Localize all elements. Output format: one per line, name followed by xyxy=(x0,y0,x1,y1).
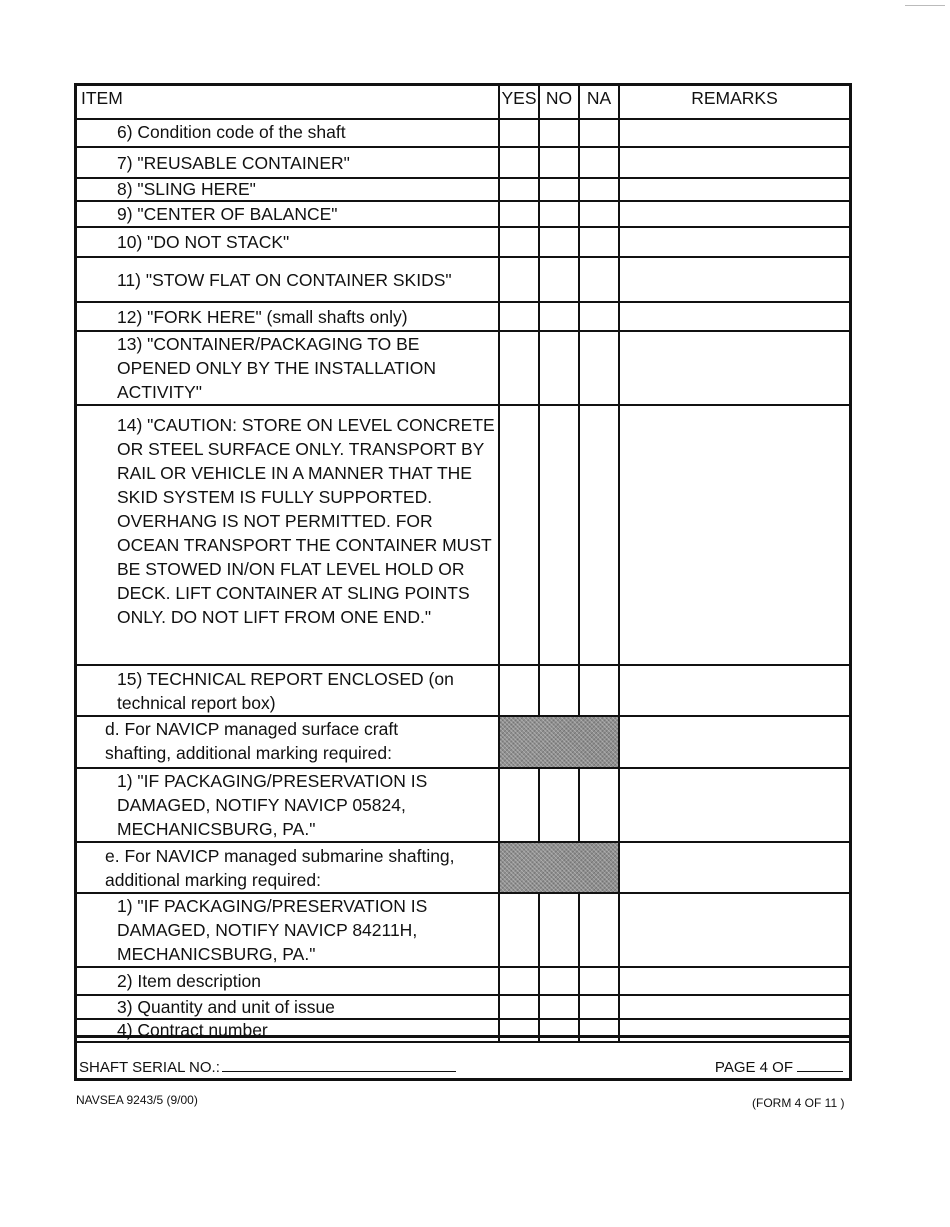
table-row xyxy=(77,331,849,405)
section-text: d. For NAVICP managed surface craft shafting, additional marking required: xyxy=(105,719,399,763)
corner-rule xyxy=(905,5,945,6)
yes-cell[interactable] xyxy=(499,995,539,1019)
item-text: 8) "SLING HERE" xyxy=(117,179,256,199)
checklist-table xyxy=(77,86,849,1043)
no-cell[interactable] xyxy=(539,201,579,227)
table-row xyxy=(77,257,849,302)
na-cell[interactable] xyxy=(579,178,619,201)
no-cell[interactable] xyxy=(539,405,579,665)
no-cell[interactable] xyxy=(539,331,579,405)
section-row xyxy=(77,842,849,893)
item-cell xyxy=(77,995,499,1019)
yes-cell[interactable] xyxy=(499,178,539,201)
item-cell xyxy=(77,147,499,178)
remarks-cell[interactable] xyxy=(619,893,849,967)
no-cell[interactable] xyxy=(539,178,579,201)
table-row xyxy=(77,995,849,1019)
page-total-input-line[interactable] xyxy=(797,1057,843,1072)
remarks-cell[interactable] xyxy=(619,405,849,665)
item-cell xyxy=(77,178,499,201)
yes-cell[interactable] xyxy=(499,768,539,842)
item-text: 1) "IF PACKAGING/PRESERVATION IS DAMAGED, NOTIFY NAVICP 05824, MECHANICSBURG, PA." xyxy=(117,771,428,839)
remarks-cell[interactable] xyxy=(619,178,849,201)
remarks-cell[interactable] xyxy=(619,119,849,147)
table-row xyxy=(77,893,849,967)
na-cell[interactable] xyxy=(579,302,619,331)
item-text: 13) "CONTAINER/PACKAGING TO BE OPENED ONLY BY THE INSTALLATION ACTIVITY" xyxy=(117,334,436,402)
yes-cell[interactable] xyxy=(499,257,539,302)
na-cell[interactable] xyxy=(579,665,619,716)
na-cell[interactable] xyxy=(579,119,619,147)
remarks-cell[interactable] xyxy=(619,967,849,995)
item-cell xyxy=(77,331,499,405)
table-row xyxy=(77,201,849,227)
checklist-form xyxy=(74,83,852,1081)
remarks-cell[interactable] xyxy=(619,227,849,257)
item-cell xyxy=(77,405,499,665)
yes-cell[interactable] xyxy=(499,893,539,967)
no-cell[interactable] xyxy=(539,227,579,257)
item-cell xyxy=(77,227,499,257)
yes-cell[interactable] xyxy=(499,227,539,257)
item-text: 3) Quantity and unit of issue xyxy=(117,997,335,1017)
remarks-cell[interactable] xyxy=(619,768,849,842)
na-cell[interactable] xyxy=(579,995,619,1019)
remarks-cell[interactable] xyxy=(619,842,849,893)
shaft-serial-input-line[interactable] xyxy=(222,1057,456,1072)
na-cell[interactable] xyxy=(579,257,619,302)
yes-header: YES xyxy=(499,86,539,119)
item-cell xyxy=(77,893,499,967)
item-cell xyxy=(77,201,499,227)
section-cell xyxy=(77,842,499,893)
na-cell[interactable] xyxy=(579,227,619,257)
na-cell[interactable] xyxy=(579,331,619,405)
table-row xyxy=(77,178,849,201)
item-text: 11) "STOW FLAT ON CONTAINER SKIDS" xyxy=(117,269,452,290)
table-row xyxy=(77,147,849,178)
remarks-cell[interactable] xyxy=(619,716,849,768)
item-cell xyxy=(77,665,499,716)
item-cell xyxy=(77,768,499,842)
yes-cell[interactable] xyxy=(499,665,539,716)
section-row xyxy=(77,716,849,768)
na-cell[interactable] xyxy=(579,147,619,178)
remarks-cell[interactable] xyxy=(619,302,849,331)
no-cell[interactable] xyxy=(539,665,579,716)
no-cell[interactable] xyxy=(539,257,579,302)
yes-cell[interactable] xyxy=(499,119,539,147)
item-header: ITEM xyxy=(77,86,499,119)
remarks-cell[interactable] xyxy=(619,147,849,178)
section-cell xyxy=(77,716,499,768)
na-cell[interactable] xyxy=(579,201,619,227)
table-row xyxy=(77,665,849,716)
na-header: NA xyxy=(579,86,619,119)
remarks-header: REMARKS xyxy=(619,86,849,119)
item-text: 12) "FORK HERE" (small shafts only) xyxy=(117,307,408,327)
na-cell[interactable] xyxy=(579,893,619,967)
item-cell xyxy=(77,257,499,302)
shaft-serial-field xyxy=(79,1057,456,1076)
no-cell[interactable] xyxy=(539,147,579,178)
no-cell[interactable] xyxy=(539,995,579,1019)
shaded-cell xyxy=(499,842,619,893)
no-cell[interactable] xyxy=(539,768,579,842)
no-cell[interactable] xyxy=(539,119,579,147)
na-cell[interactable] xyxy=(579,405,619,665)
table-row xyxy=(77,227,849,257)
item-cell xyxy=(77,967,499,995)
item-text: 1) "IF PACKAGING/PRESERVATION IS DAMAGED, NOTIFY NAVICP 84211H, MECHANICSBURG, PA." xyxy=(117,896,428,964)
yes-cell[interactable] xyxy=(499,147,539,178)
no-header: NO xyxy=(539,86,579,119)
item-text: 9) "CENTER OF BALANCE" xyxy=(117,204,338,224)
remarks-cell[interactable] xyxy=(619,331,849,405)
remarks-cell[interactable] xyxy=(619,665,849,716)
remarks-cell[interactable] xyxy=(619,257,849,302)
table-row xyxy=(77,967,849,995)
yes-cell[interactable] xyxy=(499,967,539,995)
yes-cell[interactable] xyxy=(499,405,539,665)
yes-cell[interactable] xyxy=(499,331,539,405)
item-cell xyxy=(77,302,499,331)
no-cell[interactable] xyxy=(539,302,579,331)
table-row xyxy=(77,768,849,842)
na-cell[interactable] xyxy=(579,967,619,995)
item-text: 14) "CAUTION: STORE ON LEVEL CONCRETE OR STEEL SURFACE ONLY. TRANSPORT BY RAIL OR VEHICLE IN A MANNER THAT THE SKID SYSTEM IS FULLY SUPPORTED. OVERHANG IS NOT PERMITTED. FOR OCEAN TRANSPORT THE CONTAINER MUST BE STOWED IN/ON FLAT LEVEL HOLD OR DECK. LIFT CONTAINER AT SLING POINTS ONLY. DO NOT LIFT FROM ONE END." xyxy=(117,415,495,627)
remarks-cell[interactable] xyxy=(619,995,849,1019)
item-cell xyxy=(77,119,499,147)
remarks-cell[interactable] xyxy=(619,201,849,227)
item-text: 6) Condition code of the shaft xyxy=(117,122,346,142)
table-row xyxy=(77,405,849,665)
form-sequence: (FORM 4 OF 11 ) xyxy=(752,1096,845,1110)
yes-cell[interactable] xyxy=(499,201,539,227)
shaded-cell xyxy=(499,716,619,768)
table-row xyxy=(77,119,849,147)
page-label: PAGE 4 OF xyxy=(714,1059,793,1076)
item-text: 7) "REUSABLE CONTAINER" xyxy=(117,153,350,173)
section-text: e. For NAVICP managed submarine shafting, additional marking required: xyxy=(105,846,455,890)
header-row xyxy=(77,86,849,119)
shaft-serial-label: SHAFT SERIAL NO.: xyxy=(79,1059,220,1076)
form-footer xyxy=(77,1035,849,1078)
yes-cell[interactable] xyxy=(499,302,539,331)
page-number-field xyxy=(715,1057,843,1076)
no-cell[interactable] xyxy=(539,893,579,967)
item-text: 2) Item description xyxy=(117,971,261,991)
table-row xyxy=(77,302,849,331)
no-cell[interactable] xyxy=(539,967,579,995)
item-text: 4) Contract number xyxy=(117,1020,268,1040)
na-cell[interactable] xyxy=(579,768,619,842)
item-text: 15) TECHNICAL REPORT ENCLOSED (on technical report box) xyxy=(117,669,454,713)
form-number: NAVSEA 9243/5 (9/00) xyxy=(76,1093,198,1107)
item-text: 10) "DO NOT STACK" xyxy=(117,232,290,252)
